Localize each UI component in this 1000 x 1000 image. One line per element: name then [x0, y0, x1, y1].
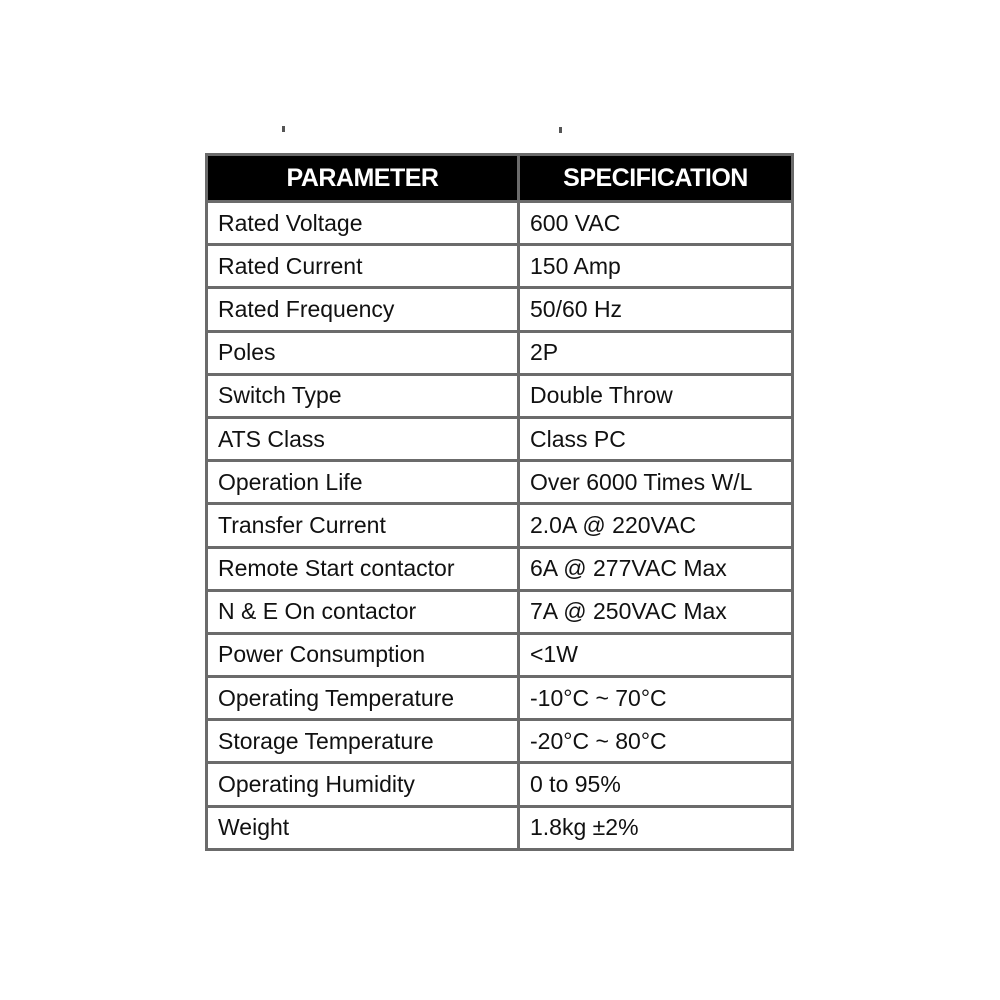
- specification-cell: 0 to 95%: [519, 763, 793, 806]
- specification-cell: Over 6000 Times W/L: [519, 461, 793, 504]
- crop-mark-left: [282, 126, 285, 132]
- table-row: [207, 806, 793, 849]
- table-row: [207, 590, 793, 633]
- parameter-cell: Remote Start contactor: [207, 547, 519, 590]
- specification-cell: Class PC: [519, 417, 793, 460]
- table-row: [207, 504, 793, 547]
- parameter-cell: Rated Current: [207, 245, 519, 288]
- table-header-row: [207, 155, 793, 202]
- table-row: [207, 461, 793, 504]
- parameter-cell: Storage Temperature: [207, 720, 519, 763]
- table-row: [207, 417, 793, 460]
- parameter-cell: Rated Frequency: [207, 288, 519, 331]
- parameter-cell: Poles: [207, 331, 519, 374]
- header-parameter: PARAMETER: [207, 155, 519, 202]
- parameter-cell: Rated Voltage: [207, 202, 519, 245]
- table-row: [207, 720, 793, 763]
- specification-cell: -10°C ~ 70°C: [519, 677, 793, 720]
- specification-cell: 150 Amp: [519, 245, 793, 288]
- parameter-cell: N & E On contactor: [207, 590, 519, 633]
- header-specification: SPECIFICATION: [519, 155, 793, 202]
- parameter-cell: Weight: [207, 806, 519, 849]
- specification-cell: -20°C ~ 80°C: [519, 720, 793, 763]
- specification-table: [205, 153, 794, 851]
- table-row: [207, 633, 793, 676]
- table-row: [207, 245, 793, 288]
- specification-cell: 6A @ 277VAC Max: [519, 547, 793, 590]
- specification-cell: 1.8kg ±2%: [519, 806, 793, 849]
- specification-cell: 600 VAC: [519, 202, 793, 245]
- table-row: [207, 677, 793, 720]
- parameter-cell: Operation Life: [207, 461, 519, 504]
- table-row: [207, 288, 793, 331]
- parameter-cell: ATS Class: [207, 417, 519, 460]
- specification-cell: 2.0A @ 220VAC: [519, 504, 793, 547]
- parameter-cell: Transfer Current: [207, 504, 519, 547]
- parameter-cell: Operating Temperature: [207, 677, 519, 720]
- table-row: [207, 763, 793, 806]
- specification-cell: Double Throw: [519, 374, 793, 417]
- table-row: [207, 374, 793, 417]
- table-row: [207, 547, 793, 590]
- crop-mark-right: [559, 127, 562, 133]
- parameter-cell: Switch Type: [207, 374, 519, 417]
- table-row: [207, 331, 793, 374]
- parameter-cell: Power Consumption: [207, 633, 519, 676]
- specification-cell: <1W: [519, 633, 793, 676]
- specification-cell: 7A @ 250VAC Max: [519, 590, 793, 633]
- table-row: [207, 202, 793, 245]
- parameter-cell: Operating Humidity: [207, 763, 519, 806]
- specification-cell: 2P: [519, 331, 793, 374]
- specification-cell: 50/60 Hz: [519, 288, 793, 331]
